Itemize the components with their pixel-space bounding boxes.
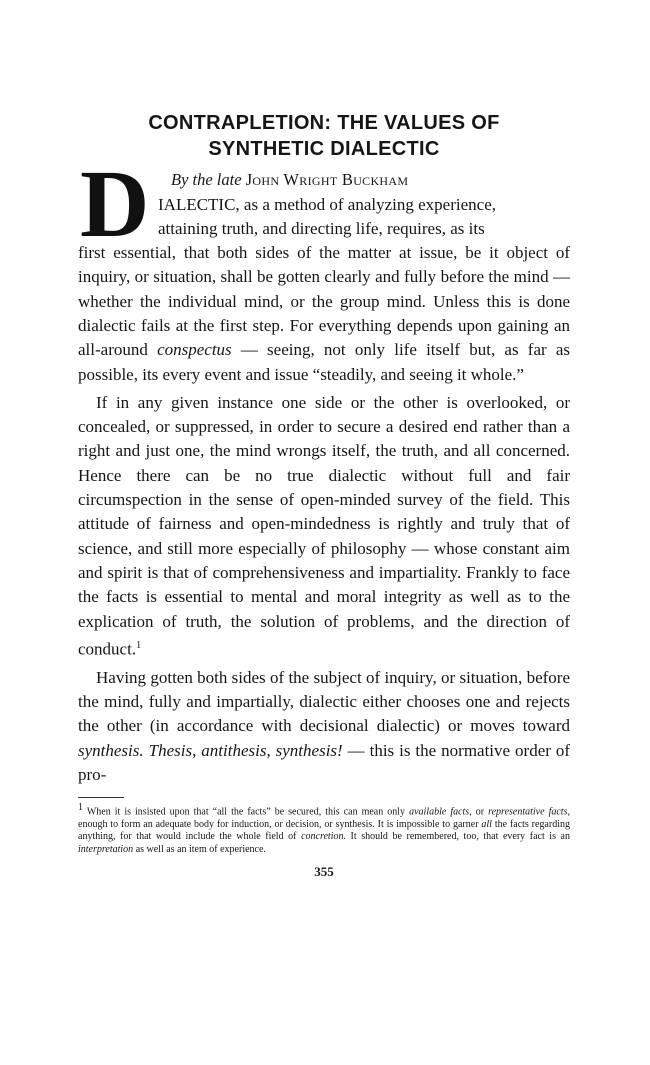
paragraph-1 [78, 193, 570, 387]
footnote-italic-4: concretion. [301, 831, 346, 843]
opening-section [78, 150, 571, 387]
p1-line-1: IALECTIC, as a method of analyzing experience, [158, 194, 496, 214]
p2-text: If in any given instance one side or the other is overlooked, or concealed, or suppressed, in order to secure a desired end rather than a right and just one, the mind wrongs itself, the truth, and all concerned. Hence there can be no true dialectic without full and fair circumspection in the sense of open-minded survey of the field. This attitude of fairness and open-mindedness is rightly and truly that of science, and still more especially of philosophy — whose constant aim and spirit is that of comprehensiveness and impartiality. Frankly to face the facts is essential to mental and moral integrity as well as to the explication of truth, the solution of problems, and the direction of conduct. [78, 392, 570, 659]
footnote-text-3: enough to form an adequate body for induction, or decision, or synthesis. It is impossible to garner [78, 819, 482, 831]
footnote [78, 802, 570, 856]
p3-text-a: Having gotten both sides of the subject of inquiry, or situation, before the mind, fully and impartially, dialectic either chooses one and rejects the other (in accordance with decisional dialectic) or moves toward [78, 667, 570, 736]
footnote-ref[interactable]: 1 [136, 639, 142, 651]
title-line-2: SYNTHETIC DIALECTIC [208, 138, 440, 160]
author-name: John Wright Buckham [245, 170, 409, 189]
footnote-mark: 1 [78, 802, 83, 814]
footnote-text-2: or [471, 806, 489, 818]
drop-cap: D [80, 150, 150, 257]
footnote-text-6: as well as an item of experience. [133, 843, 266, 855]
byline-prefix: By the late [171, 170, 242, 189]
footnote-italic-1: available facts, [409, 806, 472, 818]
p3-triad: Thesis, antithesis, synthesis! [148, 740, 343, 760]
footnote-italic-5: interpretation [78, 843, 134, 855]
article-title [78, 110, 570, 162]
p1-conspectus: conspectus [157, 340, 232, 360]
p3-synthesis: synthesis. [78, 740, 144, 760]
paragraph-2 [78, 391, 570, 662]
paragraph-3 [78, 666, 570, 787]
footnote-text-4: the facts regarding anything, for that would include the whole field of [78, 819, 570, 843]
footnote-divider [78, 797, 124, 798]
title-line-1: CONTRAPLETION: THE VALUES OF [148, 112, 500, 134]
p3-text-b: — this is the normative order of pro- [78, 740, 571, 784]
p1-text-b: — seeing, not only life itself but, as far as possible, its every event and issue “steadily, and seeing it whole.” [78, 340, 571, 384]
p1-line-2: attaining truth, and directing life, requires, as its [158, 218, 485, 238]
footnote-text-5: It should be remembered, too, that every fact is an [345, 831, 570, 843]
article-page [78, 110, 570, 880]
footnote-text-1: When it is insisted upon that “all the facts” be secured, this can mean only [83, 806, 410, 818]
p1-text-a: first essential, that both sides of the matter at issue, be it object of inquiry, or situation, shall be gotten clearly and fully before the mind — whether the individual mind, or the group mind. Unless this is done dialectic fails at the first step. For everything depends upon gaining an all-around [78, 243, 570, 360]
byline [171, 168, 570, 193]
footnote-italic-2: representative facts, [488, 806, 570, 818]
footnote-italic-3: all [481, 819, 492, 831]
page-number: 355 [314, 864, 334, 880]
